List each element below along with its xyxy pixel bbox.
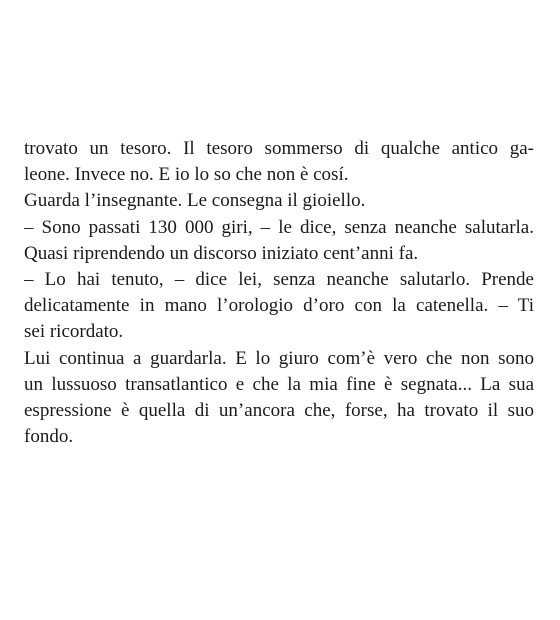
text-line: Lui continua a guardarla. E lo giuro com’è vero che non sono <box>24 347 534 369</box>
text-line: espressione è quella di un’ancora che, forse, ha trovato il suo <box>24 399 534 421</box>
text-line: fondo. <box>24 426 74 448</box>
text-line: Guarda l’insegnante. Le consegna il gioiello. <box>24 190 366 212</box>
body-text <box>24 136 534 450</box>
text-line: – Sono passati 130 000 giri, – le dice, senza neanche salutarla. <box>24 216 534 238</box>
text-line: delicatamente in mano l’orologio d’oro con la catenella. – Ti <box>24 295 534 317</box>
text-line: trovato un tesoro. Il tesoro sommerso di qualche antico ga- <box>24 138 534 159</box>
text-line: – Lo hai tenuto, – dice lei, senza neanche salutarlo. Prende <box>24 268 534 290</box>
text-line: un lussuoso transatlantico e che la mia fine è segnata... La sua <box>24 373 534 395</box>
text-line: sei ricordato. <box>24 321 124 343</box>
text-line: Quasi riprendendo un discorso iniziato cent’anni fa. <box>24 242 419 264</box>
text-line: leone. Invece no. E io lo so che non è cosí. <box>24 164 349 186</box>
